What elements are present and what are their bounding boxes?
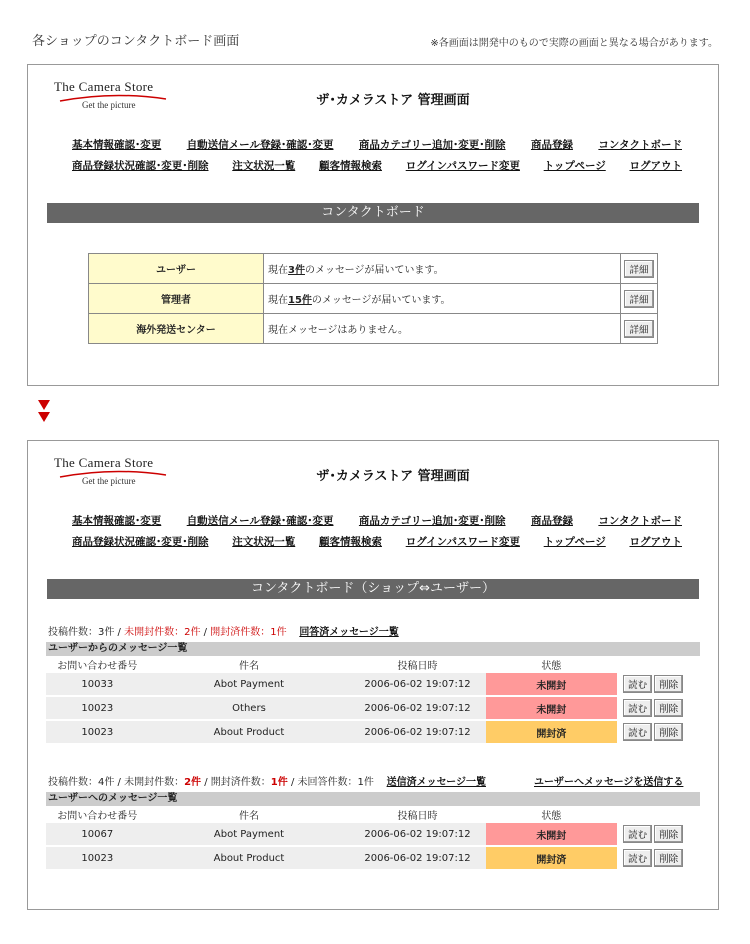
board-message: 現在メッセージはありません。 [264,314,621,344]
nav-top-page[interactable]: トップページ [543,536,606,548]
admin-title: ザ･カメラストア 管理画面 [316,469,470,484]
nav-category[interactable]: 商品カテゴリー追加･変更･削除 [358,139,506,151]
board-message: 現在3件のメッセージが届いています。 [264,254,621,284]
delete-button[interactable]: 削除 [654,825,683,843]
down-arrow-icon [38,400,50,410]
read-button[interactable]: 読む [623,825,652,843]
page-caption: 各ショップのコンタクトボード画面 [32,34,240,49]
outgoing-messages-table [46,806,700,871]
unread-count: 未開封件数：2件 [124,627,201,638]
nav-password[interactable]: ログインパスワード変更 [405,160,520,172]
message-count[interactable]: 3件 [288,265,305,276]
admin-nav [72,137,682,179]
board-who: ユーザー [89,254,264,284]
table-row: 10067 Abot Payment 2006-06-02 19:07:12 未開封 読む 削除 [46,823,700,846]
message-count[interactable]: 15件 [288,295,312,306]
read-button[interactable]: 読む [623,723,652,741]
nav-top-page[interactable]: トップページ [543,160,606,172]
admin-title: ザ･カメラストア 管理画面 [316,93,470,108]
table-row: 10023 About Product 2006-06-02 19:07:12 開封済 読む 削除 [46,846,700,870]
detail-button[interactable]: 詳細 [624,290,653,308]
nav-product-status[interactable]: 商品登録状況確認･変更･削除 [72,160,209,172]
answered-list-link[interactable]: 回答済メッセージ一覧 [299,627,399,638]
unread-count: 2件 [184,777,202,788]
nav-product-register[interactable]: 商品登録 [530,139,573,151]
delete-button[interactable]: 削除 [654,723,683,741]
sent-list-link[interactable]: 送信済メッセージ一覧 [386,777,486,788]
send-message-link[interactable]: ユーザーへメッセージを送信する [534,777,684,788]
nav-customer-search[interactable]: 顧客情報検索 [318,536,382,548]
outgoing-list-title: ユーザーへのメッセージ一覧 [46,792,700,806]
board-message: 現在15件のメッセージが届いています。 [264,284,621,314]
nav-auto-mail[interactable]: 自動送信メール登録･確認･変更 [186,515,334,527]
read-count: 開封済件数：1件 [210,627,287,638]
contact-board-table [88,253,658,344]
section-title: コンタクトボード（ショップ⇔ユーザー） [47,579,699,599]
table-header: お問い合わせ番号 件名 投稿日時 状態 [46,656,700,673]
nav-orders[interactable]: 注文状況一覧 [232,536,296,548]
detail-button[interactable]: 詳細 [624,320,653,338]
logo-tagline: Get the picture [82,100,136,110]
status-badge: 未開封 [486,673,618,696]
outgoing-summary: 投稿件数：4件 / 未開封件数：2件 / 開封済件数：1件 / 未回答件数：1件 送信済メッセージ一覧 ユーザーへメッセージを送信する [48,773,698,788]
read-count: 1件 [270,777,288,788]
nav-auto-mail[interactable]: 自動送信メール登録･確認･変更 [186,139,334,151]
incoming-list-title: ユーザーからのメッセージ一覧 [46,642,700,656]
nav-basic-info[interactable]: 基本情報確認･変更 [72,515,162,527]
nav-logout[interactable]: ログアウト [629,160,682,172]
nav-logout[interactable]: ログアウト [629,536,682,548]
table-row: 10033 Abot Payment 2006-06-02 19:07:12 未開封 読む 削除 [46,673,700,696]
status-badge: 未開封 [486,823,618,846]
nav-password[interactable]: ログインパスワード変更 [405,536,520,548]
nav-orders[interactable]: 注文状況一覧 [232,160,296,172]
contact-board-overview-screen [27,64,719,386]
board-row [89,314,658,344]
board-row [89,254,658,284]
logo-tagline: Get the picture [82,476,136,486]
nav-product-register[interactable]: 商品登録 [530,515,573,527]
status-badge: 開封済 [486,720,618,744]
board-who: 海外発送センター [89,314,264,344]
contact-board-detail-screen [27,440,719,910]
nav-contact-board[interactable]: コンタクトボード [598,139,682,151]
incoming-summary: 投稿件数：3件 / 未開封件数：2件 / 開封済件数：1件 回答済メッセージ一覧 [48,627,399,638]
table-row: 10023 About Product 2006-06-02 19:07:12 開封済 読む 削除 [46,720,700,744]
read-button[interactable]: 読む [623,699,652,717]
delete-button[interactable]: 削除 [654,675,683,693]
read-button[interactable]: 読む [623,675,652,693]
down-arrow-icon [38,412,50,422]
incoming-messages-table [46,656,700,745]
status-badge: 未開封 [486,696,618,720]
delete-button[interactable]: 削除 [654,849,683,867]
read-button[interactable]: 読む [623,849,652,867]
section-title: コンタクトボード [47,203,699,223]
table-row: 10023 Others 2006-06-02 19:07:12 未開封 読む 削除 [46,696,700,720]
nav-product-status[interactable]: 商品登録状況確認･変更･削除 [72,536,209,548]
status-badge: 開封済 [486,846,618,870]
board-row [89,284,658,314]
logo-title: The Camera Store [54,455,154,470]
logo-title: The Camera Store [54,79,154,94]
admin-nav [72,513,682,555]
nav-category[interactable]: 商品カテゴリー追加･変更･削除 [358,515,506,527]
delete-button[interactable]: 削除 [654,699,683,717]
nav-customer-search[interactable]: 顧客情報検索 [318,160,382,172]
table-header: お問い合わせ番号 件名 投稿日時 状態 [46,806,700,823]
detail-button[interactable]: 詳細 [624,260,653,278]
board-who: 管理者 [89,284,264,314]
page-note: ※各画面は開発中のもので実際の画面と異なる場合があります。 [430,38,718,49]
nav-contact-board[interactable]: コンタクトボード [598,515,682,527]
nav-basic-info[interactable]: 基本情報確認･変更 [72,139,162,151]
